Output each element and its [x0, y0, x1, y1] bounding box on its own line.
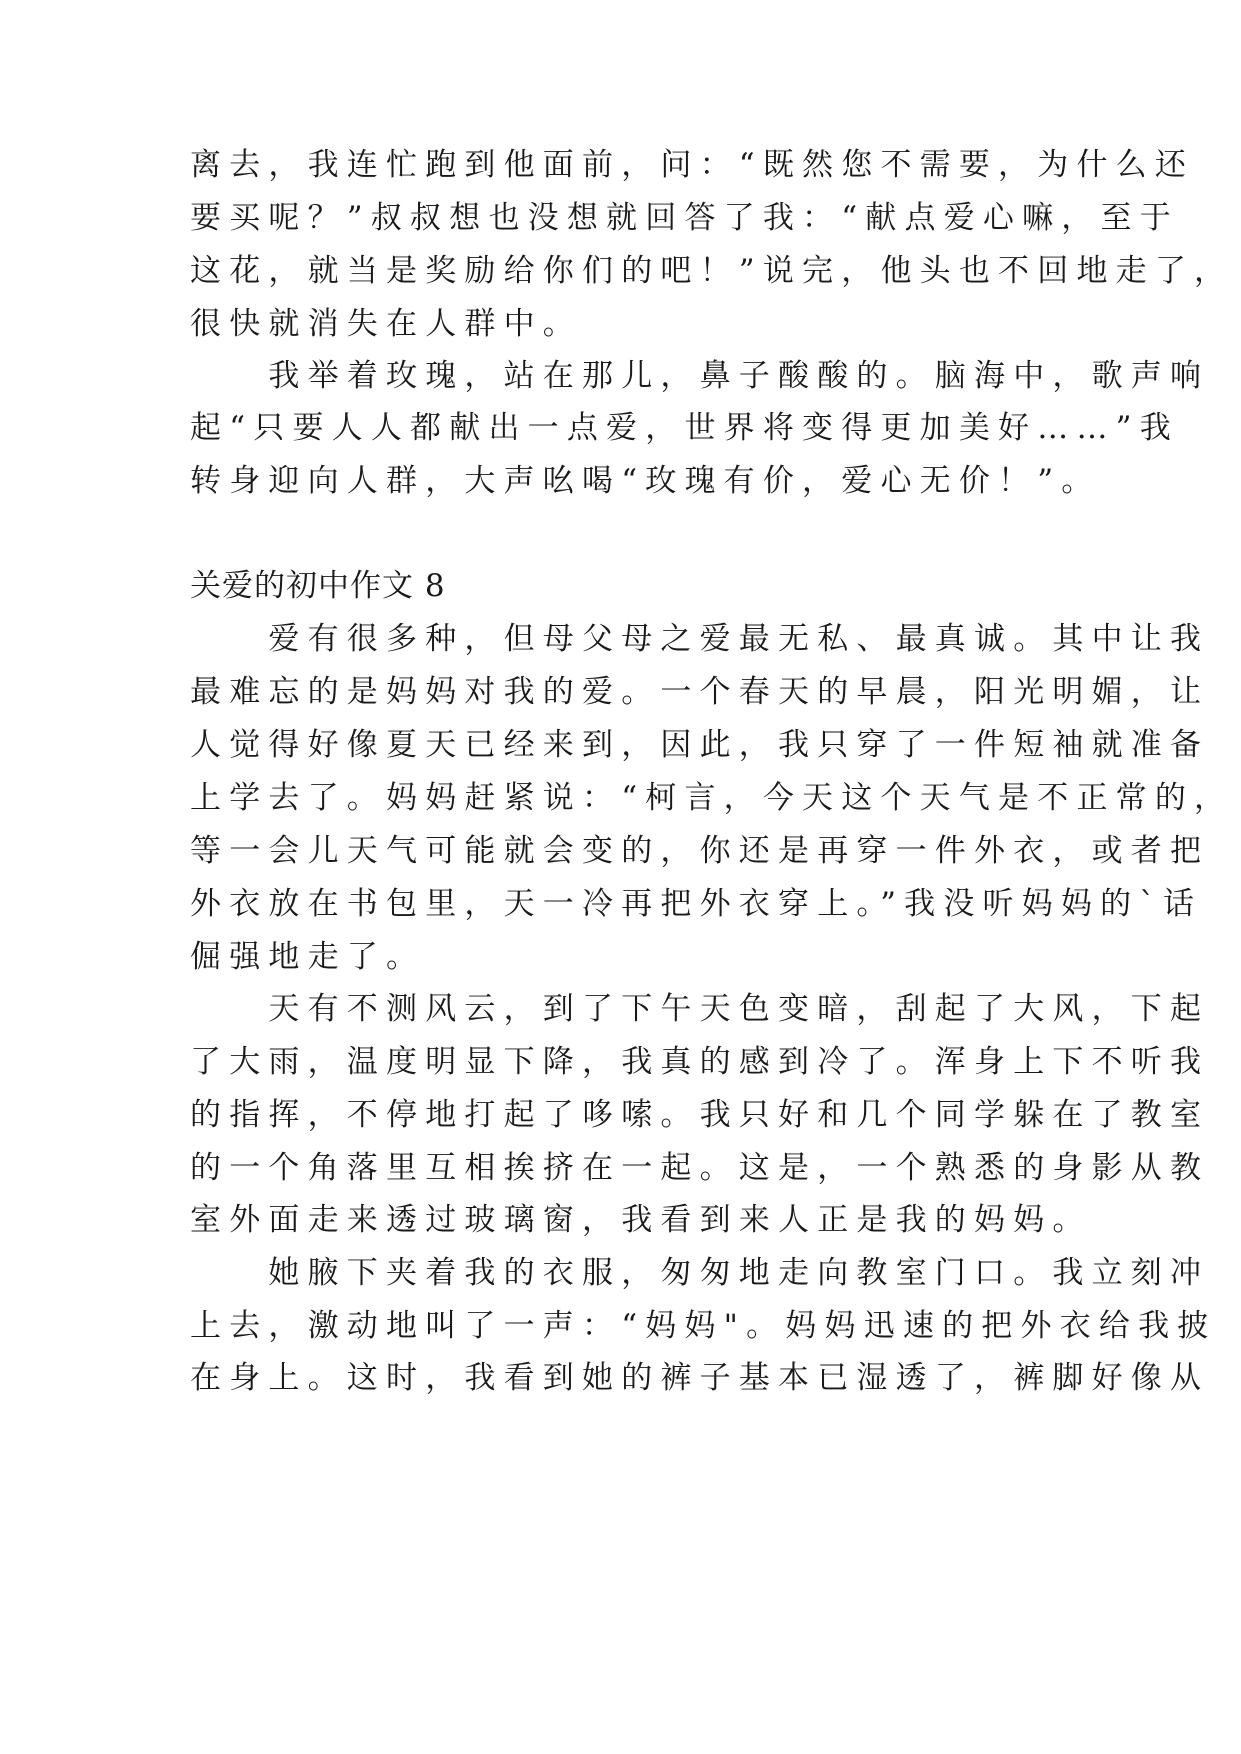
section-heading: 关爱的初中作文 8 — [190, 568, 446, 604]
text-line: 倔强地走了。 — [190, 939, 426, 975]
text-line: 天有不测风云，到了下午天色变暗，刮起了大风，下起 — [190, 991, 1210, 1027]
text-line: 要买呢？”叔叔想也没想就回答了我：“献点爱心嘛，至于 — [190, 200, 1179, 236]
text-line: 了大雨，温度明显下降，我真的感到冷了。浑身上下不听我 — [190, 1044, 1210, 1080]
text-line: 外衣放在书包里，天一冷再把外衣穿上。”我没听妈妈的`话 — [190, 886, 1203, 922]
text-line: 在身上。这时，我看到她的裤子基本已湿透了，裤脚好像从 — [190, 1360, 1210, 1396]
text-line: 转身迎向人群，大声吆喝“玫瑰有价，爱心无价！”。 — [190, 463, 1101, 499]
text-line: 上去，激动地叫了一声：“妈妈"。妈妈迅速的把外衣给我披 — [190, 1308, 1217, 1344]
text-line: 起“只要人人都献出一点爱，世界将变得更加美好……”我 — [190, 410, 1179, 446]
text-line: 爱有很多种，但母父母之爱最无私、最真诚。其中让我 — [190, 621, 1210, 657]
text-line: 最难忘的是妈妈对我的爱。一个春天的早晨，阳光明媚，让 — [190, 674, 1210, 710]
text-line: 等一会儿天气可能就会变的，你还是再穿一件外衣，或者把 — [190, 833, 1210, 869]
text-line: 离去，我连忙跑到他面前，问：“既然您不需要，为什么还 — [190, 147, 1195, 183]
text-line: 的一个角落里互相挨挤在一起。这是，一个熟悉的身影从教 — [190, 1150, 1210, 1186]
text-line: 的指挥，不停地打起了哆嗦。我只好和几个同学躲在了教室 — [190, 1097, 1210, 1133]
text-line: 这花，就当是奖励给你们的吧！”说完，他头也不回地走了， — [190, 253, 1234, 289]
text-line: 很快就消失在人群中。 — [190, 306, 582, 342]
text-line: 她腋下夹着我的衣服，匆匆地走向教室门口。我立刻冲 — [190, 1255, 1210, 1291]
text-line: 上学去了。妈妈赶紧说：“柯言，今天这个天气是不正常的， — [190, 780, 1234, 816]
text-line: 人觉得好像夏天已经来到，因此，我只穿了一件短袖就准备 — [190, 727, 1210, 763]
blank-line — [190, 514, 1070, 554]
text-line: 我举着玫瑰，站在那儿，鼻子酸酸的。脑海中，歌声响 — [190, 358, 1210, 394]
text-line: 室外面走来透过玻璃窗，我看到来人正是我的妈妈。 — [190, 1202, 1092, 1238]
